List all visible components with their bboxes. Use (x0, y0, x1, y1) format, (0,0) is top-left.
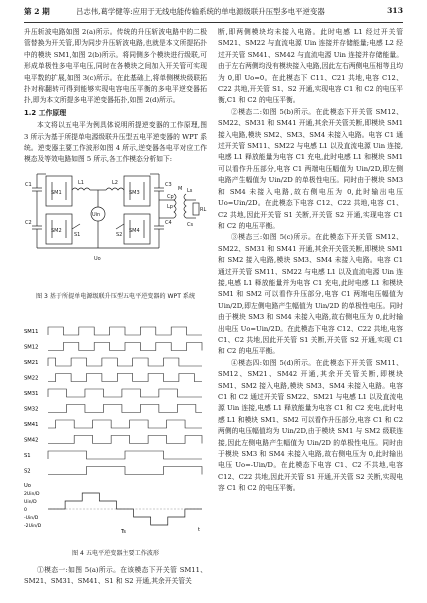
signal-label: SM22 (24, 375, 39, 382)
level-label: 2Uin/D (24, 492, 40, 497)
issue-number: 第 2 期 (24, 7, 50, 16)
header-rule (24, 22, 403, 23)
period-label: Ts (121, 529, 126, 535)
paragraph: 断,即两侧模块均未接入电路。此时电感 L1 经过开关管 SM21、SM22 与直流电源 Uin 连接并存储能量;电感 L2 经过开关管 SM41、SM42 与直流电源 Uin 连接并存储能量。由于左右两侧均没有模块接入电路,因此左右两侧电压相等且均为 0,即 Uo=0。在此模态下 C11、C21 共地,电容 C12、C22 共地,开关管 S1、S2 开通,实现电容 C1 和 C2 的电压平衡,C1 和 C2 的电压平衡。 (218, 28, 403, 105)
right-column (218, 27, 403, 495)
signal-trace (48, 343, 202, 351)
time-label: t (198, 527, 200, 533)
signal-trace (48, 420, 202, 428)
signal-label: SM12 (24, 344, 39, 351)
signal-label: SM31 (24, 391, 39, 397)
paragraph: 升压斩波电路如图 2(a)所示。传统的升压斩波电路中的二极管替换为开关管,即为同步升压斩波电路,也就是本文所提拓扑中的模块 SM1,如图 2(b)所示。将同侧多个模块进行级联,可形成单极性多电平电压,同时在各模块之间加入开关管可实现电平数的扩展,如图 3(c)所示。在此基础上,将单侧模块级联拓扑对称翻转可得到能够实现电容电压平衡的多电平逆变器拓扑,即为本文所提多电平逆变器拓扑,如图 2(d)所示。 (24, 28, 207, 105)
signal-trace (48, 436, 202, 444)
label-sm4: SM4 (129, 228, 140, 234)
level-label: -2Uin/D (24, 524, 42, 529)
label-lp: Lp (167, 204, 173, 210)
label-sm1: SM1 (51, 190, 62, 196)
label-c1: C1 (25, 182, 32, 188)
signal-trace (48, 358, 202, 366)
label-rl: RL (200, 207, 207, 213)
left-column (24, 27, 207, 166)
label-m: M (178, 186, 183, 192)
signal-label: SM11 (24, 329, 39, 335)
paragraph: ①模态一:如图 5(a)所示。在该模态下开关管 SM11、SM21、SM31、SM41、S1 和 S2 开通,其余开关管关 (24, 566, 207, 586)
label-sm2: SM2 (51, 228, 62, 234)
running-title: 吕志伟,葛学健等:应用于无线电能传输系统的单电源级联升压型多电平逆变器 (76, 7, 325, 16)
left-bottom-text (24, 565, 207, 588)
paragraph: ③模态三:如图 5(c)所示。在此模态下开关管 SM12、SM22、SM31 和 SM41 开通,其余开关管关断,即模块 SM1 和 SM2 接入电路,模块 SM3、SM4 未接入电路。电容 C1 通过开关管 SM11、SM22 与电感 L1 以及直流电源 Uin 连接,电感 L1 释放能量并为电容 C1 充电,此时电感 L1 和模块 SM1 和 SM2 可以看作升压部分,电容 C1 两端电压幅值为 Uin/2D,即左侧电路产生幅值为 Uin/2D 的单极性电压。同时由于模块 SM3 和 SM4 未接入电路,故右侧电压为 0,此时输出电压 Uo=Uin/2D。在此模态下电容 C12、C22 共地,电容 C1、C2 共地,因此开关管 S1 关断,开关管 S2 开通,实现 C1 和 C2 的电压平衡。 (218, 233, 403, 356)
label-ls: Ls (187, 188, 193, 194)
label-uin: Uin (92, 212, 101, 218)
label-sm3: SM3 (129, 190, 140, 196)
signal-trace (48, 389, 202, 397)
label-c4: C4 (165, 220, 172, 226)
waveform-chart (24, 318, 207, 546)
signal-label: S1 (24, 453, 31, 459)
label-cs: Cs (187, 222, 194, 228)
label-l2: L2 (112, 180, 118, 186)
label-cp: Cp (167, 194, 174, 200)
label-l1: L1 (78, 180, 84, 186)
label-c2: C2 (25, 220, 32, 226)
signal-label: SM41 (24, 422, 39, 428)
paragraph: 本文将以五电平为例具体说明所提逆变器的工作原理,图 3 所示为基于所提单电源级联升压型五电平逆变器的 WPT 系统。逆变器主要工作波形如图 4 所示,逆变器各电平对应工作模态及等效电路如图 5 所示,各工作模态分析如下: (24, 121, 207, 164)
section-heading: 1.2 工作原理 (24, 108, 67, 117)
signal-trace (48, 451, 202, 459)
signal-trace (48, 327, 202, 335)
signal-label: SM21 (24, 360, 39, 366)
page-header (0, 6, 427, 20)
label-c3: C3 (165, 182, 172, 188)
label-s1: S1 (74, 232, 81, 238)
signal-trace (48, 467, 202, 475)
signal-label: SM42 (24, 437, 39, 444)
paragraph: ④模态四:如图 5(d)所示。在此模态下开关管 SM11、SM12、SM21、SM42 开通,其余开关管关断,即模块 SM1、SM2 接入电路,模块 SM3、SM4 未接入电路。电容 C1 和 C2 通过开关管 SM22、SM21 与电感 L1 以及直流电源 Uin 连接,电感 L1 释放能量为电容 C1 和 C2 充电,此时电感 L1 和模块 SM1、SM2 可以看作升压部分,电容 C1 和 C2 两侧的电压幅值均为 Uin/2D,由于模块 SM1 与 SM2 级联连接,因此左侧电路产生幅值为 Uin/2D 的单极性电压。同时由于模块 SM3 和 SM4 未接入电路,故右侧电压为 0,此时输出电压 Uo=-Uin/D。在此模态下电容 C1、C2 不共地,电容 C12、C22 共地,因此开关管 S1 开通,开关管 S2 关断,实现电容 C1 和 C2 的电压平衡。 (218, 358, 403, 493)
signal-label: S2 (24, 468, 31, 475)
output-label: Uo (24, 483, 31, 489)
signal-trace (48, 374, 202, 382)
circuit-diagram (24, 170, 207, 288)
signal-trace (48, 405, 202, 413)
level-label: 0 (24, 508, 27, 513)
figure-3-caption: 图 3 基于所提单电源级联升压型五电平逆变器的 WPT 系统 (35, 293, 196, 300)
level-label: Uin/D (24, 500, 37, 505)
page-number: 313 (387, 6, 403, 15)
figure-4-caption: 图 4 五电平逆变器主要工作波形 (72, 550, 159, 557)
figure-3-circuit (24, 170, 207, 288)
signal-label: SM32 (24, 406, 39, 413)
level-label: -Uin/D (24, 516, 39, 521)
label-s2: S2 (116, 232, 123, 238)
figure-4-waveforms (24, 318, 207, 546)
label-uo: Uo (94, 256, 101, 262)
paragraph: ②模态二:如图 5(b)所示。在此模态下开关管 SM12、SM22、SM31 和 SM41 开通,其余开关管关断,即模块 SM1 接入电路,模块 SM2、SM3、SM4 未接入电路。电容 C1 通过开关管 SM11、SM22 与电感 L1 以及直流电源 Uin 连接,电感 L1 释放能量为电容 C1 充电,此时电感 L1 和模块 SM1 可以看作升压部分,电容 C1 两端电压幅值为 Uin/2D,即左侧电路产生幅值为 Uin/2D 的单极性电压。同时由于模块 SM3 和 SM4 未接入电路,故右侧电压为 0,此时输出电压 Uo=Uin/2D。在此模态下电容 C12、C22 共地,电容 C1、C2 共地,因此开关管 S1 关断,开关管 S2 开通,实现电容 C1 和 C2 的电压平衡。 (218, 107, 403, 230)
